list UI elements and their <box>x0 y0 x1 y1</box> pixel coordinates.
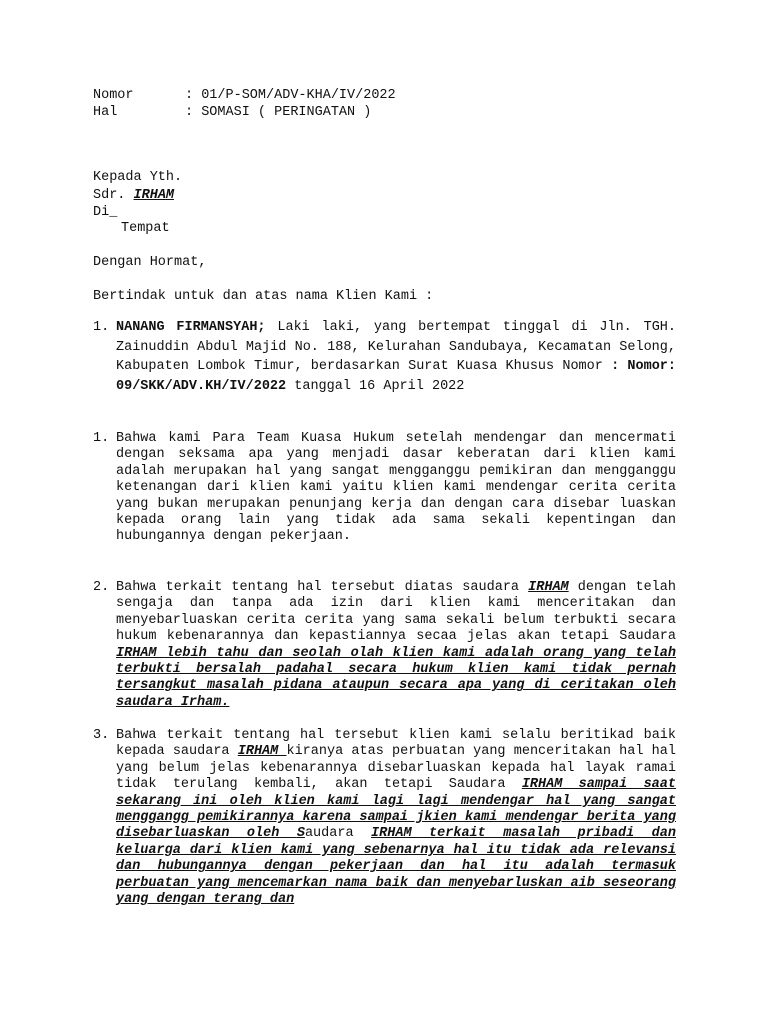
point-3 <box>93 728 676 908</box>
point-2-text-b: dengan telah sengaja dan tanpa ada izin dari klien kami menceritakan dan menyebarluaskan cerita cerita yang sama sekali belum terbukti secara hukum kebenarannya dan kepastiannya secaa jelas akan tetapi Saudara <box>116 580 676 645</box>
client-name: NANANG FIRMANSYAH; <box>116 320 266 335</box>
point-3-emphasis-b: IRHAM terkait masalah pribadi dan keluarga dari klien kami yang sebenarnya hal itu tidak ada relevansi dan hubungannya dengan pekerjaan dan hal itu adalah termasuk perbuatan yang mencemarkan nama baik dan menyebarluskan aib seseorang yang dengan terang dan <box>116 826 676 908</box>
sdr-prefix: Sdr. <box>93 188 134 203</box>
tempat-line: Tempat <box>121 221 170 236</box>
recipient-name: IRHAM <box>133 188 175 203</box>
point-2-emphasis: IRHAM lebih tahu dan seolah olah klien kami adalah orang yang telah terbukti bersalah padahal secara hukum klien kami tidak pernah tersangkut masalah pidana ataupun secara apa yang di ceritakan oleh saudara Irham. <box>116 645 676 710</box>
hal-value: : SOMASI ( PERINGATAN ) <box>185 105 372 120</box>
sdr-line <box>93 188 174 204</box>
point-2-text-a: Bahwa terkait tentang hal tersebut diatas saudara <box>116 580 529 595</box>
kepada-line: Kepada Yth. <box>93 170 183 185</box>
point-1 <box>93 431 676 546</box>
point-2-number: 2. <box>93 580 110 595</box>
point-3-emphasis-a: IRHAM sampai saat sekarang ini oleh klien kami lagi lagi mendengar hal yang sangat menggangg pemikirannya karena sampai jkien kami mendengar berita yang disebarluaskan oleh <box>116 777 676 842</box>
intro-line: Bertindak untuk dan atas nama Klien Kami : <box>93 289 434 304</box>
greeting: Dengan Hormat, <box>93 255 207 270</box>
point-2 <box>93 580 676 711</box>
point-3-text-b: kiranya atas perbuatan yang menceritakan hal hal yang belum jelas kebenarannya disebarluaskan kepada hal layak ramai tidak terulang kembali, akan tetapi Saudara <box>116 744 676 793</box>
point-1-text: Bahwa kami Para Team Kuasa Hukum setelah mendengar dan mencermati dengan seksama apa yang menjadi dasar keberatan dari klien kami adalah merupakan hal yang sangat mengganggu pemikiran dan mengganggu ketenangan dari klien kami yaitu klien kami mendengar cerita cerita yang bukan merupakan penunjang kerja dan dengan cara disebar luaskan kepada orang lain yang tidak ada sama sekali kepentingan dan hubungannya dengan pekerjaan. <box>116 431 676 545</box>
client-desc: Laki laki, yang bertempat tinggal di Jln. TGH. Zainuddin Abdul Majid No. 188, Kelurahan Sandubaya, Kecamatan Selong, Kabupaten Lombok Timur, berdasarkan Surat Kuasa Khusus Nomor <box>116 320 677 374</box>
point-2-text <box>116 580 676 711</box>
hal-line <box>93 105 371 121</box>
point-3-emphasis-s: S <box>296 826 305 842</box>
client-item <box>93 318 676 396</box>
hal-label: Hal <box>93 105 118 120</box>
point-1-number: 1. <box>93 431 110 446</box>
point-3-text <box>116 728 676 908</box>
point-3-text-a: Bahwa terkait tentang hal tersebut klien kami selalu beritikad baik kepada saudara <box>116 728 676 760</box>
di-line: Di_ <box>93 205 118 220</box>
client-date: tanggal 16 April 2022 <box>286 378 465 394</box>
point-3-name: IRHAM <box>237 744 287 760</box>
nomor-label: Nomor <box>93 88 134 103</box>
client-sk-number: : Nomor: 09/SKK/ADV.KH/IV/2022 <box>116 359 676 394</box>
point-3-number: 3. <box>93 728 110 743</box>
point-3-text-c: audara <box>304 826 372 842</box>
client-number: 1. <box>93 320 110 335</box>
nomor-line <box>93 88 396 104</box>
point-2-name: IRHAM <box>528 580 569 595</box>
nomor-value: : 01/P-SOM/ADV-KHA/IV/2022 <box>185 88 396 103</box>
client-text <box>116 318 676 396</box>
